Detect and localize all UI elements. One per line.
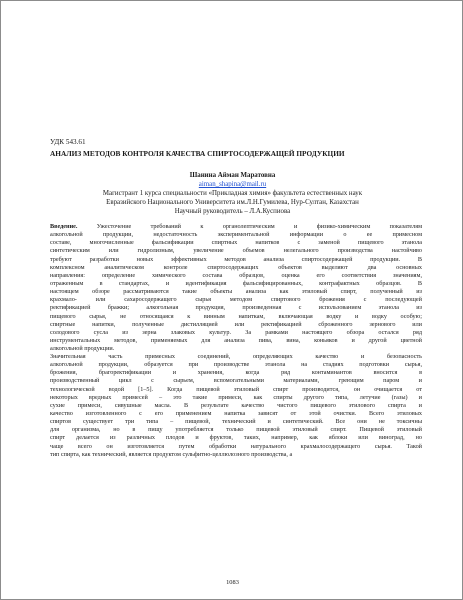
paragraph-line: солодового сусла из зерна злаковых культур. За рамками настоящего обзора остался ряд (50, 328, 422, 336)
paragraph-line: отраженным в стандартах, и идентификация фальсифицированных, контрафактных образцов. В (50, 279, 422, 287)
body-paragraph (50, 353, 422, 459)
paragraph-line: брожения, брагоректификации и хранения, когда ряд контаминантов вносится в (50, 369, 422, 377)
paragraph-line: чаще всего он изготовляется путем обработки натурального крахмалосодержащего сырья. Такой (50, 442, 422, 450)
paragraph-line: для организма, но в пищу употребляется только пищевой этиловый спирт. Пищевой этиловый (50, 426, 422, 434)
author-block (1, 171, 463, 216)
paragraph-line: Значительная часть примесных соединений, определяющих качество и безопасность (50, 353, 422, 360)
introduction-label: Введение. (50, 223, 78, 230)
paragraph-line: настоящем обзоре рассматриваются такие объекты анализа как этиловый спирт, полученный из (50, 288, 422, 296)
paragraph-line: сухие примеси, сивушные масла. В результате качество чистого пищевого этилового спирта и (50, 401, 422, 409)
paragraph-line: алкогольной продукции, недостаточность экспериментальной информации о ее примесном (50, 231, 422, 239)
paragraph-line: производственный цикл с сырьем, вспомогательными материалами, греющим паром и (50, 377, 422, 385)
udk-code: УДК 543.61 (50, 138, 86, 146)
supervisor-line: Научный руководитель – Л.А.Куспиова (174, 208, 291, 215)
paragraph-line: алкогольной продукции, образуется при производстве этанола на стадиях подготовки сырья, (50, 361, 422, 369)
paragraph-line: комплексном аналитическом контроле спиртосодержащих объектов выделяют два основных (50, 263, 422, 271)
page-number: 1083 (226, 579, 239, 586)
paragraph-line: алкогольной продукции. (50, 345, 115, 353)
paragraph-line: Введение. Ужесточение требований к органолептическим и физико-химическим показателям (50, 223, 422, 230)
paragraph-line: спирт делается из различных плодов и фруктов, таких, например, как яблоки или виноград, но (50, 434, 422, 442)
paragraph-line: некоторых вредных примесей – это такие примеси, как спирты другого типа, летучие (газы) и (50, 393, 422, 401)
introduction-paragraph (50, 223, 422, 353)
affiliation-line: Евразийского Национального Университета им.Л.Н.Гумилева, Нур-Султан, Казахстан (106, 199, 359, 206)
paragraph-line: спиртные напитки, полученные дистилляцией или ректификацией сброженного зернового или (50, 320, 422, 328)
paragraph-line: тип спирта, как технический, является продуктом сульфитно-целлюлозного производства, а (50, 450, 293, 458)
paragraph-line: направления: определение химического состава образцов, оценка его соответствия значениям, (50, 271, 422, 279)
paragraph-line: синтетическим или гидролизным, увеличение объемов нелегального производства настойчиво (50, 247, 422, 255)
paragraph-line: требуют разработки новых эффективных методов анализа спиртосодержащей продукции. В (50, 255, 422, 263)
paragraph-line: инструментальных методов, применяемых для анализа пива, вина, коньяков и другой цветной (50, 336, 422, 344)
paragraph-line: технологической водой [1–5]. Когда пищевой этиловый спирт производится, он очищается от (50, 385, 422, 393)
paragraph-line: спиртов существует три типа – пищевой, технический и синтетический. Все они не токсичны (50, 418, 422, 426)
paper-title: АНАЛИЗ МЕТОДОВ КОНТРОЛЯ КАЧЕСТВА СПИРТОСОДЕРЖАЩЕЙ ПРОДУКЦИИ (50, 149, 345, 158)
paragraph-line: пищевого сырья, не относящаяся к винным напиткам, включающая водку и водку особую; (50, 312, 422, 320)
paragraph-line: составе, многочисленные фальсификации спиртных напитков с заменой пищевого этанола (50, 239, 422, 247)
author-email-link[interactable]: aiman_shapina@mail.ru (198, 181, 267, 188)
paragraph-line: ректификацией бражки; алкогольная продукция, произведенная с использованием этанола из (50, 304, 422, 312)
affiliation-line: Магистрант 1 курса специальности «Прикладная химия» факультета естественных наук (102, 190, 363, 197)
paragraph-line: качество изготовленного с его применением напитка зависят от этой очистки. Всего этиловых (50, 409, 422, 417)
paragraph-line: крахмало- или сахаросодержащего сырья методом спиртового брожения с последующей (50, 296, 422, 304)
author-name: Шанина Айман Маратовна (189, 172, 276, 179)
